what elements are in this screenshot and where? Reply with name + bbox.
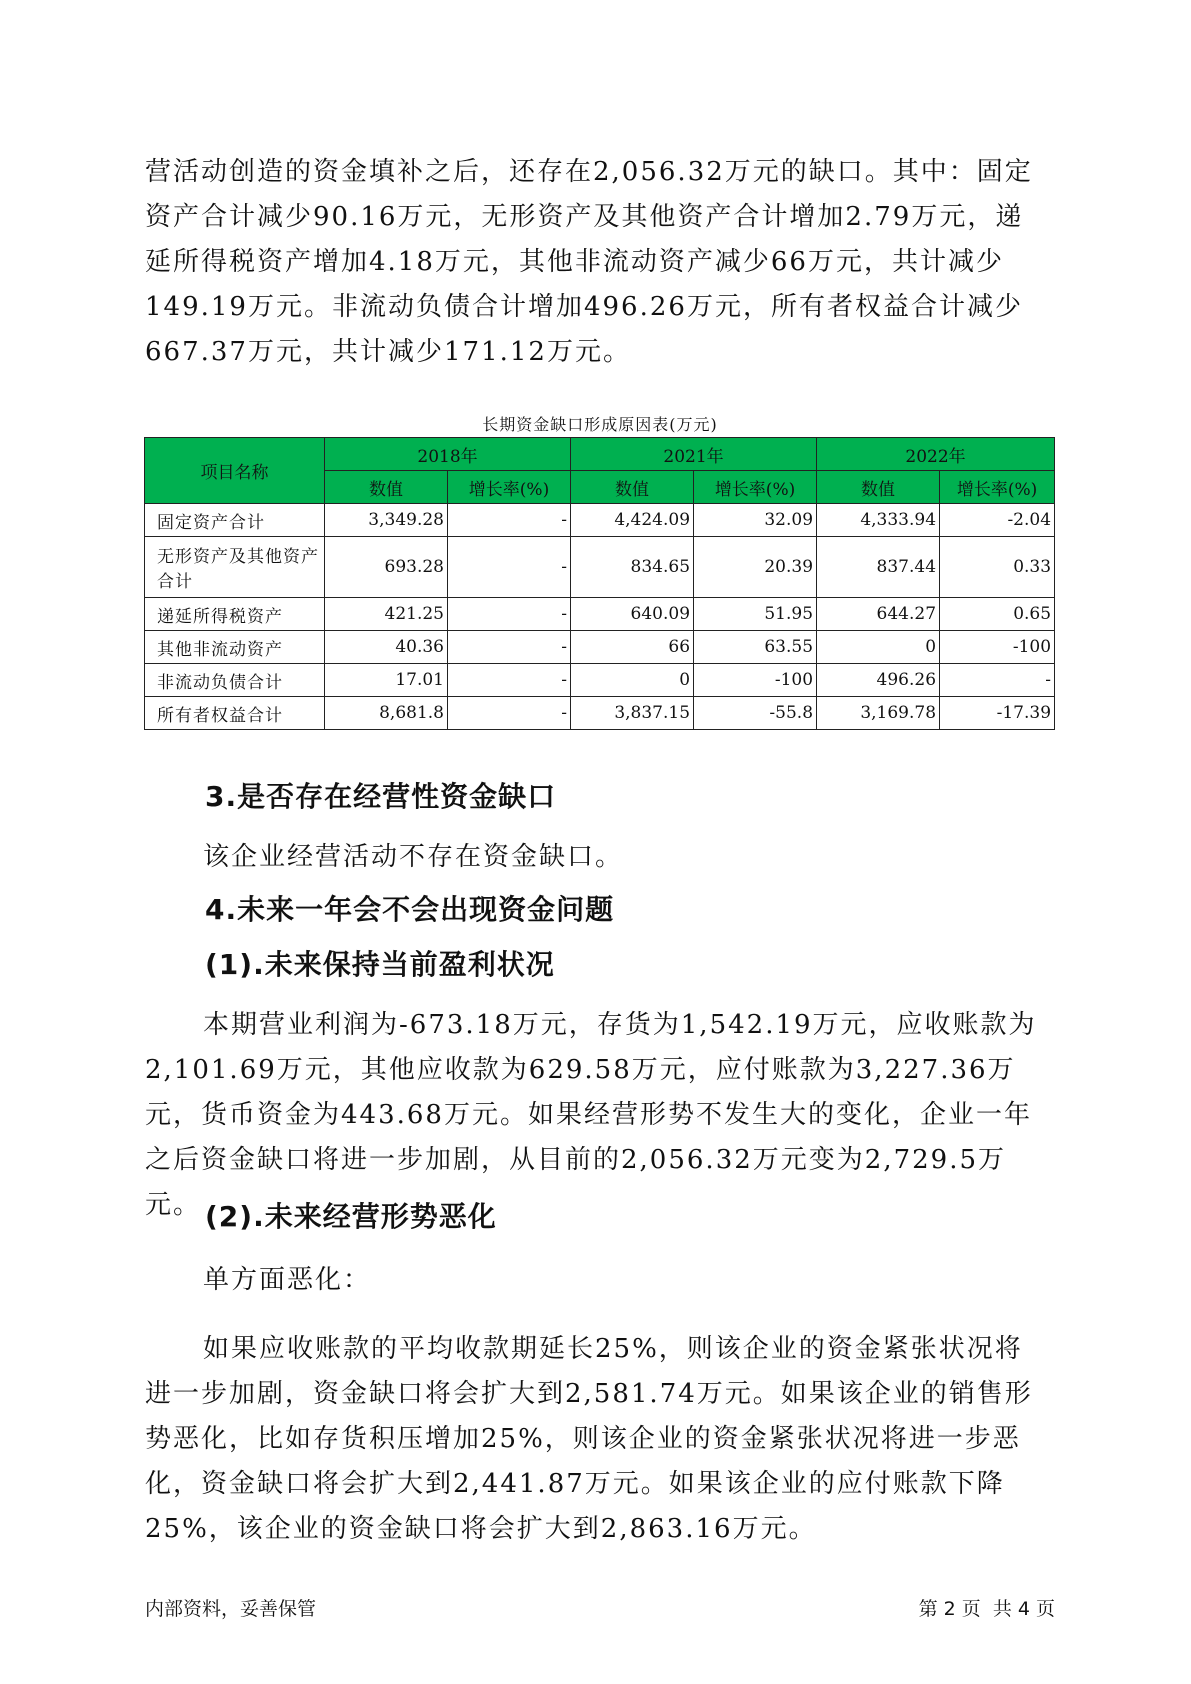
growth-rate-subheader: 增长率(%) <box>448 471 571 504</box>
table-cell: 837.44 <box>817 537 940 598</box>
subsection-1-text: 本期营业利润为-673.18万元，存货为1,542.19万元，应收账款为2,101.69万元，其他应收款为629.58万元，应付账款为3,227.36万元，货币资金为443.68万元。如果经营形势不发生大的变化，企业一年之后资金缺口将进一步加剧，从目前的2,056.32万元变为2,729.5万元。 <box>145 1010 1037 1220</box>
section-3-heading: 3.是否存在经营性资金缺口 <box>205 780 557 813</box>
table-cell: -17.39 <box>940 697 1055 730</box>
row-label: 其他非流动资产 <box>145 631 325 664</box>
footer-page-number: 第 2 页 共 4 页 <box>918 1598 1055 1620</box>
table-cell: 496.26 <box>817 664 940 697</box>
long-term-funding-gap-table <box>144 437 1055 730</box>
section-4-heading: 4.未来一年会不会出现资金问题 <box>205 893 615 926</box>
value-subheader: 数值 <box>325 471 448 504</box>
table-cell: 40.36 <box>325 631 448 664</box>
table-cell: 51.95 <box>694 598 817 631</box>
section-3-text: 该企业经营活动不存在资金缺口。 <box>203 842 624 872</box>
year-header: 2021年 <box>571 438 817 471</box>
item-name-header: 项目名称 <box>145 438 325 504</box>
table-cell: 3,837.15 <box>571 697 694 730</box>
subsection-1-heading: (1).未来保持当前盈利状况 <box>205 948 555 981</box>
growth-rate-subheader: 增长率(%) <box>694 471 817 504</box>
table-cell: 421.25 <box>325 598 448 631</box>
table-cell: - <box>448 537 571 598</box>
table-cell: -100 <box>694 664 817 697</box>
table-cell: - <box>940 664 1055 697</box>
table-row <box>145 537 1055 598</box>
table-cell: - <box>448 598 571 631</box>
growth-rate-subheader: 增长率(%) <box>940 471 1055 504</box>
table-row <box>145 664 1055 697</box>
table-cell: 644.27 <box>817 598 940 631</box>
table-cell: 63.55 <box>694 631 817 664</box>
table-cell: 0.33 <box>940 537 1055 598</box>
table-cell: 20.39 <box>694 537 817 598</box>
table-cell: 4,424.09 <box>571 504 694 537</box>
table-cell: 32.09 <box>694 504 817 537</box>
table-cell: 0.65 <box>940 598 1055 631</box>
table-cell: - <box>448 504 571 537</box>
table-row <box>145 504 1055 537</box>
table-cell: 0 <box>571 664 694 697</box>
table-cell: - <box>448 697 571 730</box>
table-cell: 0 <box>817 631 940 664</box>
table-cell: 3,169.78 <box>817 697 940 730</box>
row-label: 固定资产合计 <box>145 504 325 537</box>
table-cell: -2.04 <box>940 504 1055 537</box>
value-subheader: 数值 <box>571 471 694 504</box>
table-row <box>145 697 1055 730</box>
row-label: 非流动负债合计 <box>145 664 325 697</box>
row-label: 递延所得税资产 <box>145 598 325 631</box>
table-row <box>145 598 1055 631</box>
year-header: 2022年 <box>817 438 1055 471</box>
table-cell: 834.65 <box>571 537 694 598</box>
table-row <box>145 631 1055 664</box>
table-cell: -55.8 <box>694 697 817 730</box>
table-cell: 8,681.8 <box>325 697 448 730</box>
footer-confidential-note: 内部资料，妥善保管 <box>145 1598 317 1620</box>
table-cell: 17.01 <box>325 664 448 697</box>
subsection-2-text: 如果应收账款的平均收款期延长25%，则该企业的资金紧张状况将进一步加剧，资金缺口将会扩大到2,581.74万元。如果该企业的销售形势恶化，比如存货积压增加25%，则该企业的资金紧张状况将进一步恶化，资金缺口将会扩大到2,441.87万元。如果该企业的应付账款下降25%，该企业的资金缺口将会扩大到2,863.16万元。 <box>145 1334 1033 1544</box>
table-cell: - <box>448 664 571 697</box>
row-label: 所有者权益合计 <box>145 697 325 730</box>
subsection-2-heading: (2).未来经营形势恶化 <box>205 1200 497 1233</box>
intro-paragraph: 营活动创造的资金填补之后，还存在2,056.32万元的缺口。其中：固定资产合计减少90.16万元，无形资产及其他资产合计增加2.79万元，递延所得税资产增加4.18万元，其他非流动资产减少66万元，共计减少149.19万元。非流动负债合计增加496.26万元，所有者权益合计减少667.37万元，共计减少171.12万元。 <box>145 157 1033 367</box>
table-cell: -100 <box>940 631 1055 664</box>
year-header: 2018年 <box>325 438 571 471</box>
subsection-2-intro: 单方面恶化： <box>203 1265 372 1295</box>
value-subheader: 数值 <box>817 471 940 504</box>
table-cell: 4,333.94 <box>817 504 940 537</box>
table-cell: 66 <box>571 631 694 664</box>
table-cell: 3,349.28 <box>325 504 448 537</box>
table-cell: 693.28 <box>325 537 448 598</box>
table-caption: 长期资金缺口形成原因表(万元) <box>482 415 718 434</box>
table-cell: - <box>448 631 571 664</box>
row-label: 无形资产及其他资产合计 <box>145 537 325 598</box>
table-cell: 640.09 <box>571 598 694 631</box>
